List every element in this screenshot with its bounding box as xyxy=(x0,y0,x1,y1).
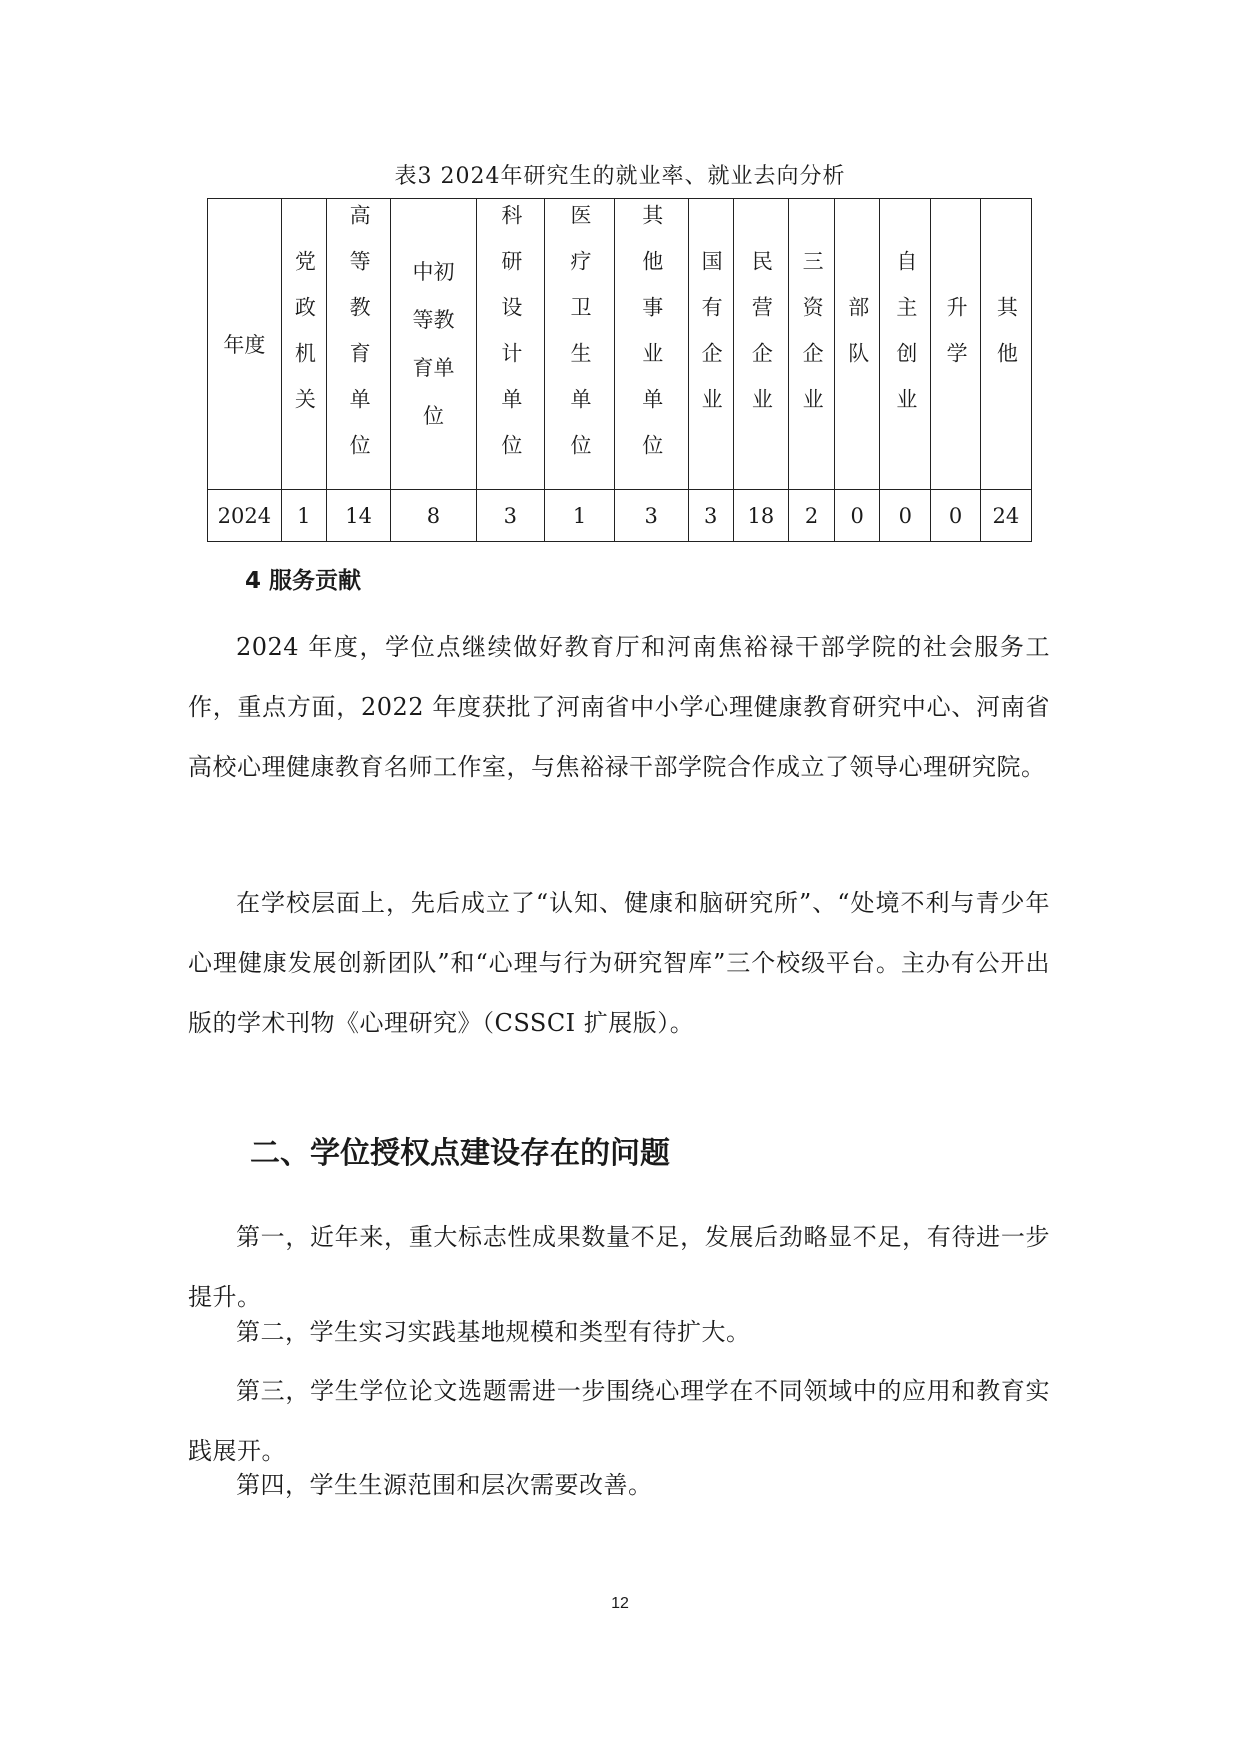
col-header: 高等教育单位 xyxy=(326,199,391,490)
value-cell: 14 xyxy=(326,490,391,542)
paragraph: 2024 年度，学位点继续做好教育厅和河南焦裕禄干部学院的社会服务工作，重点方面，2022 年度获批了河南省中小学心理健康教育研究中心、河南省高校心理健康教育名师工作室，与焦裕禄干部学院合作成立了领导心理研究院。 xyxy=(188,633,1050,781)
value-cell: 3 xyxy=(476,490,545,542)
table-row xyxy=(208,490,1032,542)
employment-table xyxy=(207,198,1032,542)
value-cell: 0 xyxy=(931,490,980,542)
col-header: 科研设计单位 xyxy=(476,199,545,490)
value-cell: 24 xyxy=(980,490,1031,542)
paragraph: 第三，学生学位论文选题需进一步围绕心理学在不同领域中的应用和教育实践展开。 xyxy=(188,1377,1050,1465)
col-header: 其他事业单位 xyxy=(614,199,688,490)
value-cell: 0 xyxy=(835,490,880,542)
section-heading: 4 服务贡献 xyxy=(245,568,362,594)
page-number: 12 xyxy=(611,1595,629,1612)
col-header: 民营企业 xyxy=(733,199,788,490)
value-cell: 18 xyxy=(733,490,788,542)
paragraph: 第四，学生生源范围和层次需要改善。 xyxy=(236,1471,653,1499)
col-header: 党政机关 xyxy=(281,199,326,490)
col-header: 部队 xyxy=(835,199,880,490)
year-cell: 2024 xyxy=(208,490,282,542)
value-cell: 1 xyxy=(545,490,615,542)
chapter-heading: 二、学位授权点建设存在的问题 xyxy=(250,1136,670,1171)
paragraph: 第二，学生实习实践基地规模和类型有待扩大。 xyxy=(236,1318,751,1346)
col-header: 升学 xyxy=(931,199,980,490)
col-header: 自主创业 xyxy=(880,199,931,490)
value-cell: 0 xyxy=(880,490,931,542)
col-header: 其他 xyxy=(980,199,1031,490)
value-cell: 8 xyxy=(391,490,476,542)
value-cell: 3 xyxy=(688,490,733,542)
value-cell: 1 xyxy=(281,490,326,542)
paragraph: 第一，近年来，重大标志性成果数量不足，发展后劲略显不足，有待进一步提升。 xyxy=(188,1223,1050,1311)
value-cell: 3 xyxy=(614,490,688,542)
col-header: 医疗卫生单位 xyxy=(545,199,615,490)
table-caption: 表3 2024年研究生的就业率、就业去向分析 xyxy=(394,164,846,189)
year-header: 年度 xyxy=(208,199,282,490)
col-header: 国有企业 xyxy=(688,199,733,490)
value-cell: 2 xyxy=(789,490,835,542)
col-header: 中初等教育单位 xyxy=(391,199,476,490)
paragraph: 在学校层面上，先后成立了“认知、健康和脑研究所”、“处境不利与青少年心理健康发展创新团队”和“心理与行为研究智库”三个校级平台。主办有公开出版的学术刊物《心理研究》（CSSCI 扩展版）。 xyxy=(188,889,1050,1037)
col-header: 三资企业 xyxy=(789,199,835,490)
